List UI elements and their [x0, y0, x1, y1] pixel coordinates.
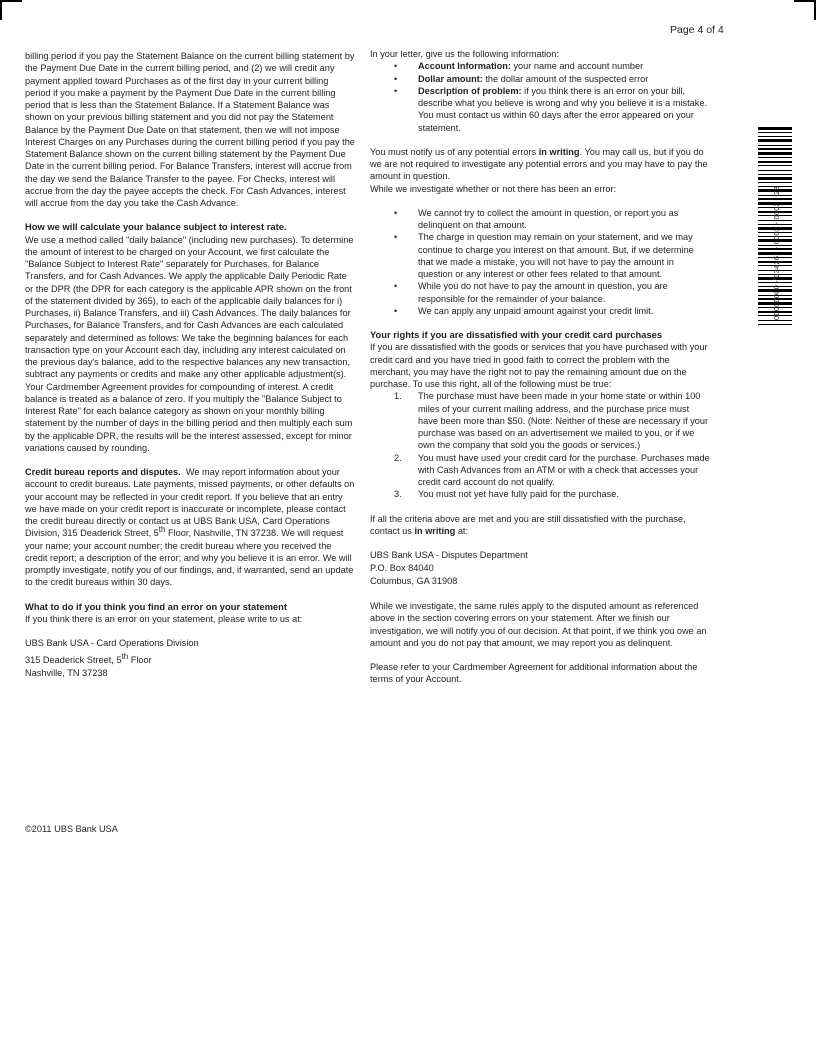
bullet-icon: • — [394, 73, 398, 84]
barcode-bar — [758, 161, 792, 163]
criteria-bold: in writing — [414, 525, 456, 536]
address-line: Columbus, GA 31908 — [370, 576, 458, 586]
info-text: your name and account number — [510, 61, 644, 72]
barcode-bar — [758, 145, 792, 146]
credit-heading: Credit bureau reports and disputes. — [25, 467, 181, 477]
rights-list — [370, 390, 710, 500]
barcode-bar — [758, 139, 792, 142]
list-item — [370, 488, 710, 500]
bullet-icon: • — [394, 61, 398, 72]
barcode-bar — [758, 127, 792, 130]
card-operations-address — [25, 637, 355, 680]
page-number: Page 4 of 4 — [670, 24, 724, 36]
list-item — [370, 390, 710, 451]
balance-heading: How we will calculate your balance subject to interest rate. — [25, 221, 287, 233]
address-line: UBS Bank USA - Card Operations Division — [25, 638, 199, 648]
barcode-bar — [758, 324, 792, 325]
while-item-text: The charge in question may remain on your statement, and we may continue to charge you interest on that amount. But, if we determine that we made a mistake, you will not have to pay the amount in question or any interest or other fees related to that amount. — [418, 232, 694, 279]
while-line: While we investigate whether or not there has been an error: — [370, 183, 617, 194]
billing-paragraph: billing period if you pay the Statement Balance on the current billing statement by the Payment Due Date in the current billing period, and (2) we will credit any payment applied toward Purchases as of the first day in your current billing period if you make a payment by the Payment Due Date in the current billing period that is less than the Statement Balance. If a Statement Balance was shown on your previous billing statement and you did not pay the Statement Balance by the Payment Due Date on that statement, then we will not impose Interest Charges on any Purchases during the current billing period if you pay the Statement Balance shown on the current billing statement by the Payment Due Date in the current billing period. For Balance Transfers, interest will accrue from the day we send the Balance Transfer to the payee. For Checks, interest will accrue from the day the payee accepts the check. For Cash Advances, interest will accrue from the day you take the Cash Advance. — [25, 51, 355, 208]
info-label: Dollar amount: — [418, 73, 483, 84]
crop-mark-top-right-h — [794, 0, 816, 2]
barcode-bar — [758, 170, 792, 171]
rights-item-text: You must have used your credit card for the purchase. Purchases made with Cash Advances from an ATM or with a check that accesses your credit card account do not qualify. — [418, 452, 710, 487]
barcode-bar — [758, 136, 792, 137]
barcode-bar — [758, 148, 792, 150]
list-number: 2. — [394, 452, 402, 463]
list-item — [370, 231, 710, 280]
bullet-icon: • — [394, 232, 398, 243]
credit-paragraph — [25, 466, 355, 589]
investigate-paragraph: While we investigate, the same rules apply to the disputed amount as referenced above in the section covering errors on your statement. After we finish our investigation, we will notify you of our decision. At that point, if we think you owe an amount and you do not pay that amount, we may report you as delinquent. — [370, 601, 707, 648]
info-label: Account Information: — [418, 61, 511, 72]
address-line — [25, 651, 355, 667]
rights-heading: Your rights if you are dissatisfied with your credit card purchases — [370, 329, 663, 340]
error-paragraph: If you think there is an error on your statement, please write to us at: — [25, 613, 303, 624]
address-superscript: th — [121, 651, 129, 661]
balance-paragraph: We use a method called "daily balance" (including new purchases). To determine the amount of interest to be charged on your Account, we first calculate the "Balance Subject to Interest Rate" separately for Purchases, for Balance Transfers, and for Cash Advances. We apply the applicable Daily Periodic Rate or the DPR (the DPR for each category is the applicable APR shown on the front of the statement divided by 365), to each of the applicable daily balances for i) Purchases, ii) Balance Transfers, and iii) Cash Advances. The daily balances for Purchases, for Balance Transfers, and for Cash Advances are each calculated separately and determined as follows: We take the beginning balances for each transaction type on your Account each day, including any interest calculated on the previous day's balance, add to the respective balances any new transaction, subtract any payments or credits and make any other applicable adjustment(s). Your Cardmember Agreement provides for compounding of interest. A credit balance is treated as a balance of zero. If you multiply the "Balance Subject to Interest Rate" for each balance category as shown on your monthly billing statement by the number of days in the billing period and then multiply each sum by the applicable DPR, the results will be the interest assessed, except for minor variations caused by rounding. — [25, 234, 354, 453]
info-text: the dollar amount of the suspected error — [482, 73, 649, 84]
bullet-icon: • — [394, 207, 398, 218]
copyright-footer: ©2011 UBS Bank USA — [25, 824, 118, 834]
barcode-bar — [758, 165, 792, 166]
address-line: P.O. Box 84040 — [370, 563, 434, 573]
info-list — [370, 60, 710, 134]
list-item — [370, 207, 710, 232]
barcode-bar — [758, 320, 792, 321]
notify-bold: in writing — [538, 146, 580, 157]
criteria-text-b: at: — [455, 525, 469, 536]
while-item-text: We cannot try to collect the amount in question, or report you as delinquent on that amount. — [418, 207, 679, 230]
crop-mark-top-left-h — [0, 0, 22, 2]
list-item — [370, 60, 710, 72]
credit-text-1: We may report information about your account to credit bureaus. Late payments, missed payments, or other defaults on your account may be reflected in your credit report. If you believe that an entry we have made on your credit report is inaccurate or incomplete, please contact the credit bureau directly or contact us at UBS Bank USA, Card Operations Division, 315 Deaderick Street, 5 — [25, 467, 355, 539]
list-item — [370, 280, 710, 305]
refer-paragraph: Please refer to your Cardmember Agreement for additional information about the terms of your Account. — [370, 662, 698, 685]
list-number: 3. — [394, 489, 402, 500]
while-item-text: While you do not have to pay the amount in question, you are responsible for the remainder of your balance. — [418, 281, 668, 304]
info-text: if you think there is an error on your bill, describe what you believe is wrong and why you believe it is a mistake. You must contact us within 60 days after the error appeared on your statement. — [418, 85, 708, 133]
disputes-address — [370, 549, 710, 588]
notify-text-b: . You may call us, but if you do we are not required to investigate any potential errors and you may have to pay the amount in question. — [370, 146, 708, 182]
barcode-number: 00000000 - 034261 - 0002 - 0002 - 23 — [772, 186, 781, 320]
criteria-text-a: If all the criteria above are met and you are still dissatisfied with the purchase, contact us — [370, 513, 686, 536]
letter-intro: In your letter, give us the following information: — [370, 49, 559, 59]
info-label: Description of problem: — [418, 85, 522, 96]
left-column — [25, 50, 355, 692]
notify-paragraph — [370, 146, 710, 183]
list-number: 1. — [394, 391, 402, 402]
address-floor: Floor — [128, 655, 152, 665]
rights-paragraph: If you are dissatisfied with the goods or services that you have purchased with your credit card and you have tried in good faith to correct the problem with the merchant, you may have the right not to pay the remaining amount due on the purchase. To use this right, all of the following must be true: — [370, 342, 708, 389]
barcode-bar — [758, 182, 792, 183]
barcode-bar — [758, 132, 792, 133]
while-list — [370, 207, 710, 317]
list-item — [370, 73, 710, 85]
barcode-bar — [758, 174, 792, 175]
bullet-icon: • — [394, 281, 398, 292]
notify-text-a: You must notify us of any potential errors — [370, 146, 539, 157]
address-line: UBS Bank USA - Disputes Department — [370, 550, 528, 560]
right-column — [370, 48, 710, 698]
address-street: 315 Deaderick Street, 5 — [25, 655, 122, 665]
barcode-bar — [758, 152, 792, 155]
rights-item-text: The purchase must have been made in your home state or within 100 miles of your current mailing address, and the purchase price must have been more than $50. (Note: Neither of these are necessary if your purchase was based on an advertisement we mailed to you, or if we own the company that sold you the goods or services.) — [418, 391, 709, 451]
bullet-icon: • — [394, 85, 398, 96]
barcode-bar — [758, 157, 792, 158]
credit-superscript: th — [158, 525, 166, 535]
criteria-paragraph — [370, 513, 710, 538]
crop-mark-top-left-v — [0, 0, 2, 20]
while-item-text: We can apply any unpaid amount against your credit limit. — [418, 305, 654, 316]
barcode-bar — [758, 177, 792, 180]
address-line: Nashville, TN 37238 — [25, 668, 108, 678]
credit-text-2: Floor, Nashville, TN 37238. We will request your name; your account number; the credit bureau where you received the credit report; a description of the error; and why you believe it is an error. We will promptly investigate, notify you of our findings, and, if warranted, send an update to the credit bureaus within 30 days. — [25, 528, 354, 588]
list-item — [370, 452, 710, 489]
error-heading: What to do if you think you find an error on your statement — [25, 600, 287, 612]
list-item — [370, 305, 710, 317]
rights-item-text: You must not yet have fully paid for the purchase. — [418, 489, 619, 500]
list-item — [370, 85, 710, 134]
bullet-icon: • — [394, 305, 398, 316]
